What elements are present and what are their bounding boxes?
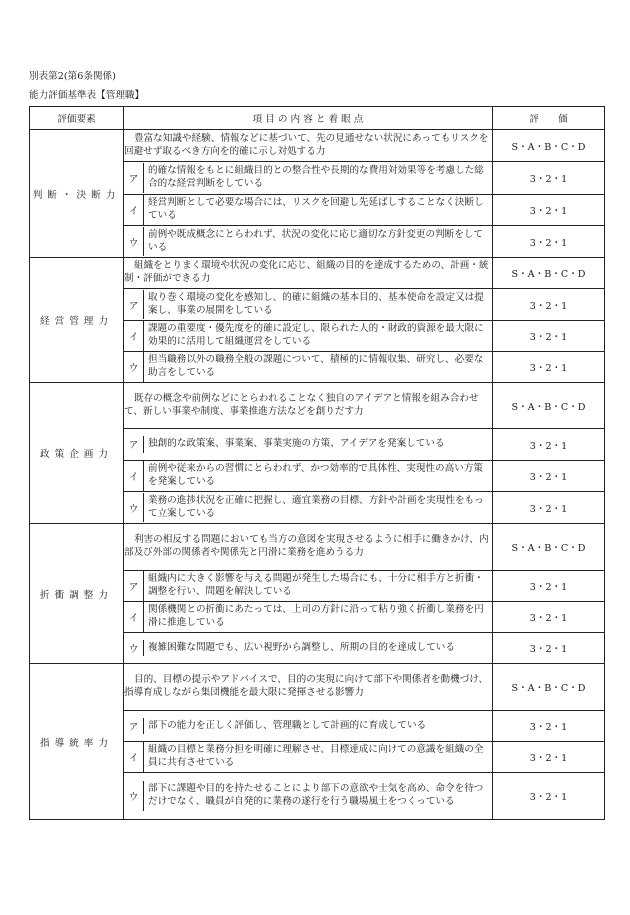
section-summary: 既存の概念や前例などにとらわれることなく独自のアイデアと情報を組み合わせて、新しい事業や制度、事業推進方法などを創りだす力 — [124, 383, 493, 429]
criterion-scale: 3・2・1 — [493, 571, 605, 602]
criterion-scale: 3・2・1 — [493, 352, 605, 383]
item-mark: ウ — [124, 352, 144, 382]
criterion-text: 業務の進捗状況を正確に把握し、適宜業務の目標、方針や計画を実現性をもって立案している — [148, 494, 484, 519]
criterion-text: 部下の能力を正しく評価し、管理職として計画的に育成している — [148, 719, 427, 731]
criterion-scale: 3・2・1 — [493, 461, 605, 492]
criterion-text: 組織の目標と業務分担を明確に理解させ、目標達成に向けての意識を組織の全員に共有させている — [148, 744, 484, 768]
annex-label: 別表第2(第6条関係) — [29, 71, 116, 82]
criterion-scale: 3・2・1 — [493, 195, 605, 226]
criterion-text: 複雑困難な問題でも、広い視野から調整し、所期の目的を達成している — [148, 641, 455, 653]
criterion-text: 部下に課題や目的を持たせることにより部下の意欲や士気を高め、命令を待つだけでなく、職員が自発的に業務の遂行を行う職場風土をつくっている — [148, 783, 484, 807]
criterion-scale: 3・2・1 — [493, 162, 605, 195]
summary-scale: S・A・B・C・D — [493, 524, 605, 571]
criterion-scale: 3・2・1 — [493, 429, 605, 461]
criterion-scale: 3・2・1 — [493, 602, 605, 633]
item-mark: ウ — [124, 227, 144, 257]
criterion-text: 独創的な政策案、事業案、事業実施の方策、アイデアを発案している — [148, 438, 445, 450]
item-mark: ウ — [124, 781, 144, 811]
summary-scale: S・A・B・C・D — [493, 258, 605, 289]
item-mark: ア — [124, 290, 144, 320]
item-mark: イ — [124, 742, 144, 772]
criterion-text: 経営判断として必要な場合には、リスクを回避し先延ばしすることなく決断している — [148, 197, 484, 221]
element-label: 政策企画力 — [30, 383, 124, 524]
header-evaluation: 評 価 — [493, 107, 605, 130]
criterion-scale: 3・2・1 — [493, 321, 605, 352]
criterion-scale: 3・2・1 — [493, 773, 605, 820]
criterion-text: 組織内に大きく影響を与える問題が発生した場合にも、十分に相手方と折衝・調整を行い、問題を解決している — [148, 573, 484, 597]
section-summary-row — [30, 664, 605, 711]
section-summary-row — [30, 524, 605, 571]
document-title: 能力評価基準表【管理職】 — [29, 90, 145, 101]
evaluation-criteria-table — [29, 106, 605, 820]
item-mark: ウ — [124, 640, 144, 657]
element-label: 指導統率力 — [30, 664, 124, 820]
item-mark: イ — [124, 321, 144, 351]
criterion-text: 的確な情報をもとに組織目的との整合性や長期的な費用対効果等を考慮した総合的な経営判断をしている — [148, 165, 484, 189]
criterion-scale: 3・2・1 — [493, 289, 605, 321]
criterion-scale: 3・2・1 — [493, 633, 605, 664]
item-mark: ウ — [124, 493, 144, 523]
summary-scale: S・A・B・C・D — [493, 664, 605, 711]
criterion-text: 課題の重要度・優先度を的確に設定し、限られた人的・財政的資源を最大限に効果的に活用して組織運営をしている — [148, 323, 484, 347]
criterion-text: 前例や既成概念にとらわれず、状況の変化に応じ適切な方針変更の判断をしている — [148, 228, 484, 253]
criterion-scale: 3・2・1 — [493, 226, 605, 258]
element-label: 判断・決断力 — [30, 130, 124, 258]
criterion-text: 関係機関との折衝にあたっては、上司の方針に沿って粘り強く折衝し業務を円滑に推進している — [148, 604, 484, 628]
element-label: 経営管理力 — [30, 258, 124, 383]
section-summary: 組織をとりまく環境や状況の変化に応じ、組織の目的を達成するための、計画・統制・評価ができる力 — [124, 258, 493, 289]
header-row — [30, 107, 605, 130]
criterion-text: 前例や従来からの習慣にとらわれず、かつ効率的で具体性、実現性の高い方策を発案している — [148, 463, 484, 487]
item-mark: イ — [124, 602, 144, 632]
criterion-scale: 3・2・1 — [493, 492, 605, 524]
item-mark: ア — [124, 163, 144, 193]
section-summary-row — [30, 130, 605, 162]
criterion-text: 担当職務以外の職務全般の課題について、積極的に情報収集、研究し、必要な助言をしている — [148, 354, 484, 378]
section-summary-row — [30, 383, 605, 429]
item-mark: ア — [124, 718, 144, 735]
summary-scale: S・A・B・C・D — [493, 130, 605, 162]
header-element: 評価要素 — [30, 107, 124, 130]
item-mark: イ — [124, 195, 144, 225]
section-summary: 目的、目標の提示やアドバイスで、目的の実現に向けて部下や関係者を動機づけ、指導育成しながら集団機能を最大限に発揮させる影響力 — [124, 664, 493, 711]
section-summary: 利害の相反する問題においても当方の意図を実現させるように相手に働きかけ、内部及び外部の関係者や関係先と円滑に業務を進めうる力 — [124, 524, 493, 571]
criterion-scale: 3・2・1 — [493, 711, 605, 742]
item-mark: イ — [124, 461, 144, 491]
header-content: 項 目 の 内 容 と 着 眼 点 — [124, 107, 493, 130]
summary-scale: S・A・B・C・D — [493, 383, 605, 429]
section-summary: 豊富な知識や経験、情報などに基づいて、先の見通せない状況にあってもリスクを回避せず取るべき方向を的確に示し対処する力 — [124, 130, 493, 162]
element-label: 折衝調整力 — [30, 524, 124, 664]
item-mark: ア — [124, 571, 144, 601]
criterion-scale: 3・2・1 — [493, 742, 605, 773]
criterion-text: 取り巻く環境の変化を感知し、的確に組織の基本目的、基本使命を設定又は提案し、事業の展開をしている — [148, 291, 484, 316]
section-summary-row — [30, 258, 605, 289]
item-mark: ア — [124, 436, 144, 453]
